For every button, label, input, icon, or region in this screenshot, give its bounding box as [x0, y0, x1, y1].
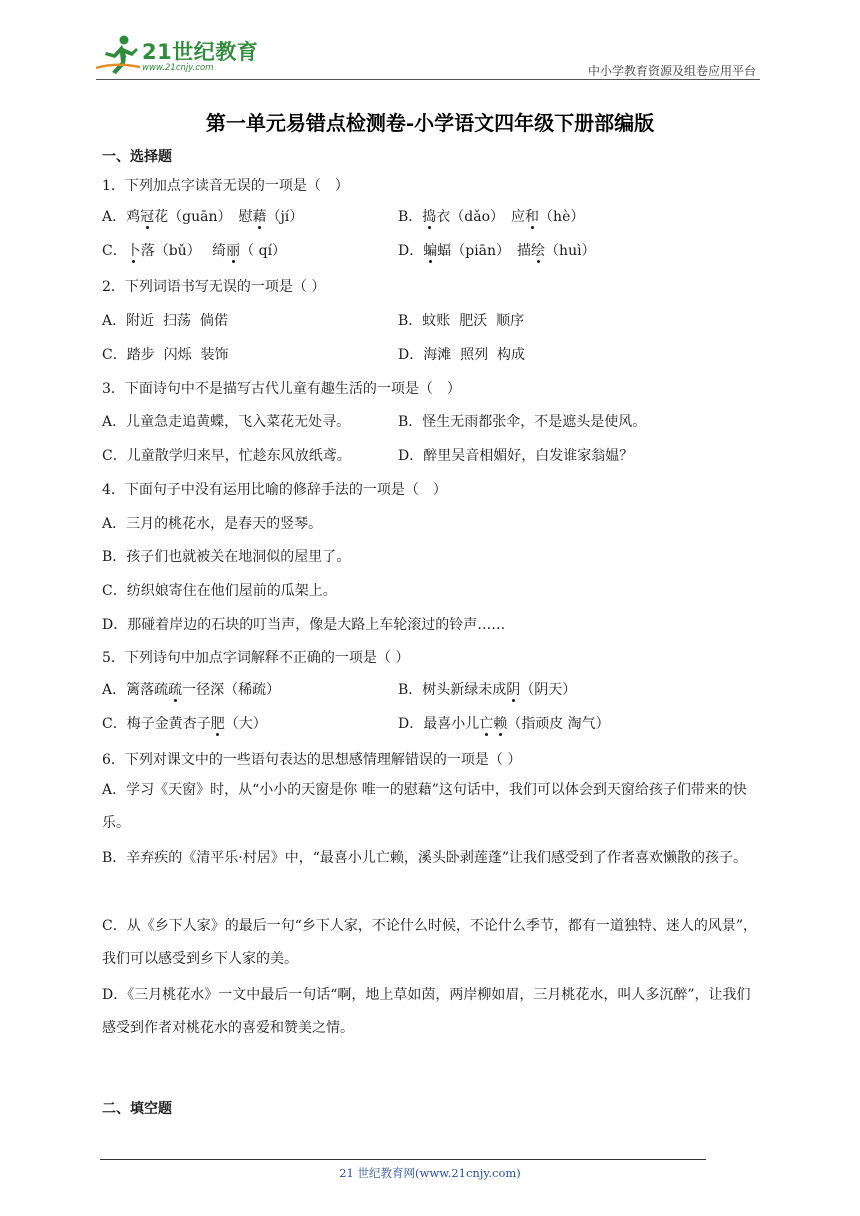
- question-4-option-c: C．纺织娘寄住在他们屋前的瓜架上。: [102, 583, 337, 599]
- question-2-option-d: D．海滩 照列 构成: [398, 347, 526, 363]
- page-header: [96, 34, 760, 80]
- dotted-char: 丽: [226, 243, 241, 259]
- section-heading-choice: 一、选择题: [102, 149, 172, 165]
- option-text: 花（guān） 慰: [154, 209, 253, 225]
- option-text: C．: [102, 243, 127, 259]
- logo: [96, 34, 266, 78]
- logo-text: 21世纪教育: [142, 40, 259, 64]
- dotted-char: 卜: [126, 243, 141, 259]
- question-6-option-b: B．辛弃疾的《清平乐·村居》中，“最喜小儿亡赖，溪头卧剥莲蓬”让我们感受到了作者喜欢懒散的孩子。: [102, 850, 748, 866]
- option-text: 一径深（稀疏）: [182, 682, 281, 698]
- dotted-char: 肥: [210, 716, 225, 732]
- dotted-char: 阴: [506, 682, 521, 698]
- question-5-stem: 5．下列诗句中加点字词解释不正确的一项是（ ）: [102, 650, 410, 666]
- dotted-char: 蝙: [423, 243, 438, 259]
- footer-divider: [100, 1159, 706, 1160]
- logo-url: www.21cnjy.com: [142, 63, 214, 73]
- dotted-char: 绘: [531, 243, 546, 259]
- option-text: B．树头新绿未成: [398, 682, 507, 698]
- page-title: 第一单元易错点检测卷-小学语文四年级下册部编版: [205, 111, 655, 135]
- question-3-option-b: B．怪生无雨都张伞，不是遮头是使风。: [398, 414, 647, 430]
- question-1-option-c: [102, 240, 286, 260]
- option-text: 衣（dǎo） 应: [436, 209, 526, 225]
- option-text: D．: [398, 243, 424, 259]
- question-2-stem: 2．下列词语书写无误的一项是（ ）: [102, 279, 326, 295]
- option-text: 蝠（piān） 描: [437, 243, 532, 259]
- question-4-stem: 4．下面句子中没有运用比喻的修辞手法的一项是（ ）: [102, 482, 447, 498]
- question-4-option-d: D．那碰着岸边的石块的叮当声，像是大路上车轮滚过的铃声……: [102, 617, 506, 633]
- question-2-option-c: C．踏步 闪烁 装饰: [102, 347, 229, 363]
- dotted-char: 藉: [252, 209, 267, 225]
- option-text: 落（bǔ） 绮: [140, 243, 227, 259]
- question-3-option-c: C．儿童散学归来早，忙趁东风放纸鸢。: [102, 448, 351, 464]
- dotted-char: 冠: [140, 209, 155, 225]
- header-divider: [96, 79, 760, 80]
- question-5-option-d: [398, 713, 610, 733]
- dotted-char: 和: [525, 209, 540, 225]
- section-heading-fill-in: 二、填空题: [102, 1101, 172, 1117]
- option-text: （hè）: [539, 209, 585, 225]
- runner-logo-icon: [96, 34, 142, 76]
- option-text: A．鸡: [102, 209, 141, 225]
- option-text: A．篱落疏: [102, 682, 169, 698]
- option-text: （ qí）: [240, 243, 287, 259]
- dotted-char: 疏: [168, 682, 183, 698]
- question-1-option-b: [398, 206, 584, 226]
- question-6-option-a: A．学习《天窗》时，从“小小的天窗是你 唯一的慰藉”这句话中，我们可以体会到天窗给孩子们带来的快乐。: [102, 782, 747, 831]
- question-4-option-b: B．孩子们也就被关在地洞似的屋里了。: [102, 549, 351, 565]
- option-text: （阴天）: [520, 682, 577, 698]
- dotted-char: 捣: [422, 209, 437, 225]
- option-text: （huì）: [545, 243, 596, 259]
- question-2-option-a: A．附近 扫荡 倘偌: [102, 313, 228, 329]
- question-6-option-d: D．《三月桃花水》一文中最后一句话“啊，地上草如茵，两岸柳如眉，三月桃花水，叫人多沉醉”，让我们感受到作者对桃花水的喜爱和赞美之情。: [102, 987, 751, 1036]
- question-2-option-b: B．蚊账 肥沃 顺序: [398, 313, 525, 329]
- dotted-char: 亡: [479, 716, 494, 732]
- page-footer: 21 世纪教育网(www.21cnjy.com): [339, 1166, 521, 1180]
- question-6-stem: 6．下列对课文中的一些语句表达的思想感情理解错误的一项是（ ）: [102, 752, 522, 768]
- question-1-stem: 1．下列加点字读音无误的一项是（ ）: [102, 178, 349, 194]
- question-3-option-a: A．儿童急走追黄蝶，飞入菜花无处寻。: [102, 414, 351, 430]
- question-3-option-d: D．醉里吴音相媚好，白发谁家翁媪？: [398, 448, 634, 464]
- question-5-option-c: [102, 713, 267, 733]
- question-6-option-c: C．从《乡下人家》的最后一句“乡下人家，不论什么时候，不论什么季节，都有一道独特、迷人的风景”，我们可以感受到乡下人家的美。: [102, 918, 758, 967]
- question-1-option-d: [398, 240, 596, 260]
- option-text: （jí）: [266, 209, 304, 225]
- option-text: （大）: [224, 716, 267, 732]
- question-5-option-b: [398, 679, 576, 699]
- option-text: B．: [398, 209, 423, 225]
- platform-name: 中小学教育资源及组卷应用平台: [587, 64, 756, 78]
- question-5-option-a: [102, 679, 280, 699]
- dotted-char: 赖: [493, 716, 508, 732]
- option-text: D．最喜小儿: [398, 716, 480, 732]
- option-text: C．梅子金黄杏子: [102, 716, 211, 732]
- question-3-stem: 3．下面诗句中不是描写古代儿童有趣生活的一项是（ ）: [102, 381, 461, 397]
- question-4-option-a: A．三月的桃花水，是春天的竖琴。: [102, 516, 323, 532]
- option-text: （指顽皮 淘气）: [507, 716, 610, 732]
- question-1-option-a: [102, 206, 303, 226]
